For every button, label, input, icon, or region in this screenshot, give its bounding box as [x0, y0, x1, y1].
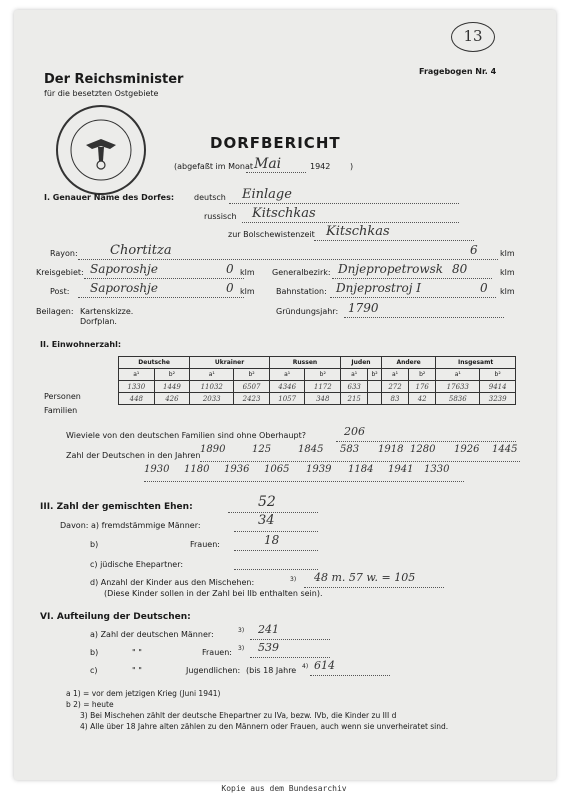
section6-a-value: 241: [258, 623, 279, 636]
gruendung-value: 1790: [348, 301, 379, 315]
table-cell: 1057: [269, 393, 305, 405]
genbez-label: Generalbezirk:: [272, 268, 331, 277]
group-header: Insgesamt: [436, 357, 516, 369]
bahn-value: Dnjeprostroj I: [336, 281, 422, 295]
year-value: 1280: [410, 444, 436, 455]
year-value: 1445: [492, 444, 518, 455]
year: 1936: [224, 464, 250, 475]
rayon-label: Rayon:: [50, 249, 78, 258]
row-label-personen: Personen: [44, 392, 81, 401]
footnote-3: 3) Bei Mischehen zählt der deutsche Ehepartner zu IVa, bezw. IVb, die Kinder zu III d: [80, 711, 397, 720]
table-cell: 83: [381, 393, 408, 405]
post-unit: klm: [240, 287, 255, 296]
table-cell: 215: [341, 393, 368, 405]
table-cell: 348: [305, 393, 341, 405]
sub-header: a¹: [436, 369, 480, 381]
year: 1926: [454, 444, 480, 455]
section6-c-sub: Jugendlichen:: [186, 666, 241, 675]
bahn-label: Bahnstation:: [276, 287, 327, 296]
section6-b-sup: 3): [238, 645, 245, 652]
post-distance: 0: [226, 281, 234, 295]
table-cell: 4346: [269, 381, 305, 393]
table-cell: 2423: [234, 393, 270, 405]
year-value: 1942: [310, 162, 331, 171]
year: 1918: [378, 444, 404, 455]
section3-b-sub: Frauen:: [190, 540, 220, 549]
section3-d-note: (Diese Kinder sollen in der Zahl bei IIb enthalten sein).: [104, 589, 323, 598]
group-header: Juden: [341, 357, 382, 369]
genbez-distance: 80: [452, 262, 468, 276]
table-cell: 633: [341, 381, 368, 393]
year-value: 1184: [348, 464, 374, 475]
document-title: DORFBERICHT: [210, 134, 341, 152]
year: 1939: [306, 464, 332, 475]
mixed-marriages-total: 52: [258, 494, 276, 510]
year-value: 583: [340, 444, 360, 455]
deutsch-label: deutsch: [194, 193, 226, 202]
rayon-distance: 6: [470, 243, 478, 257]
beilagen-item-2: Dorfplan.: [80, 317, 117, 326]
table-cell: 42: [409, 393, 436, 405]
genbez-unit: klm: [500, 268, 515, 277]
table-cell: 11032: [190, 381, 234, 393]
group-header: Russen: [269, 357, 340, 369]
section3-d-label: d) Anzahl der Kinder aus den Mischehen:: [90, 578, 255, 587]
genbez-value: Dnjepropetrowsk: [338, 262, 444, 276]
section6-c-dashes: " ": [132, 666, 142, 675]
section6-b-value: 539: [258, 641, 279, 654]
sub-header: b²: [368, 369, 382, 381]
table-cell: [368, 393, 382, 405]
russisch-label: russisch: [204, 212, 237, 221]
document-page: [14, 10, 556, 780]
footnote-1: a 1) = vor dem jetzigen Krieg (Juni 1941): [66, 689, 221, 698]
group-header: Deutsche: [119, 357, 190, 369]
section6-b-sub: Frauen:: [202, 648, 232, 657]
beilagen-item-1: Kartenskizze.: [80, 307, 134, 316]
kreis-label: Kreisgebiet:: [36, 268, 84, 277]
title-sub-suffix: ): [350, 162, 354, 171]
sub-header: a¹: [341, 369, 368, 381]
year-value: 1180: [184, 464, 210, 475]
year-value: 1330: [424, 464, 450, 475]
section6-heading: VI. Aufteilung der Deutschen:: [40, 612, 191, 622]
sub-header: a¹: [119, 369, 155, 381]
table-cell: 426: [154, 393, 190, 405]
year-value: 125: [252, 444, 272, 455]
population-table: [118, 356, 516, 405]
rayon-unit: klm: [500, 249, 515, 258]
issuer-subtitle: für die besetzten Ostgebiete: [44, 89, 159, 98]
footnote-2: b 2) = heute: [66, 700, 114, 709]
table-cell: 1449: [154, 381, 190, 393]
year-value: 1065: [264, 464, 290, 475]
bolsch-value: Kitschkas: [326, 224, 390, 239]
kreis-value: Saporoshje: [90, 262, 158, 276]
section6-c-label: c): [90, 666, 98, 675]
table-cell: 17633: [436, 381, 480, 393]
sub-header: a¹: [190, 369, 234, 381]
table-cell: 272: [381, 381, 408, 393]
kreis-distance: 0: [226, 262, 234, 276]
sub-header: b²: [409, 369, 436, 381]
section3-heading: III. Zahl der gemischten Ehen:: [40, 502, 193, 512]
footnote-4: 4) Alle über 18 Jahre alten zählen zu den Männern oder Frauen, auch wenn sie unverheiratet sind.: [80, 722, 449, 731]
table-cell: 5836: [436, 393, 480, 405]
month-value: Mai: [254, 156, 282, 172]
group-header: Ukrainer: [190, 357, 270, 369]
deutsch-value: Einlage: [242, 187, 292, 202]
form-number: Fragebogen Nr. 4: [419, 67, 497, 76]
bahn-distance: 0: [480, 281, 488, 295]
section1-heading: I. Genauer Name des Dorfes:: [44, 193, 175, 202]
sub-header: a¹: [269, 369, 305, 381]
table-cell: 176: [409, 381, 436, 393]
table-cell: 1172: [305, 381, 341, 393]
table-cell: 2033: [190, 393, 234, 405]
oberhaupt-answer: 206: [344, 425, 365, 438]
seal-graphic: [58, 107, 144, 193]
section6-c-value: 614: [314, 659, 335, 672]
issuer-title: Der Reichsminister: [44, 72, 184, 87]
page-mark: 13: [463, 27, 483, 45]
sub-header: b²: [480, 369, 516, 381]
year: 1890: [200, 444, 226, 455]
oberhaupt-question: Wieviele von den deutschen Familien sind ohne Oberhaupt?: [66, 431, 306, 440]
table-cell: 448: [119, 393, 155, 405]
section6-b-dashes: " ": [132, 648, 142, 657]
title-sub-prefix: (abgefaßt im Monat: [174, 162, 254, 171]
year: 1930: [144, 464, 170, 475]
section6-c-sup: 4): [302, 663, 309, 670]
section3-c-label: c) jüdische Ehepartner:: [90, 560, 184, 569]
table-cell: [368, 381, 382, 393]
post-value: Saporoshje: [90, 281, 158, 295]
section6-a-sup: 3): [238, 627, 245, 634]
post-label: Post:: [50, 287, 70, 296]
section3-b-label: b): [90, 540, 99, 549]
archive-footer: Kopie aus dem Bundesarchiv: [221, 784, 347, 793]
section2-heading: II. Einwohnerzahl:: [40, 340, 122, 349]
year: 1845: [298, 444, 324, 455]
table-cell: 3239: [480, 393, 516, 405]
sub-header: a¹: [381, 369, 408, 381]
table-cell: 9414: [480, 381, 516, 393]
russisch-value: Kitschkas: [252, 206, 316, 221]
section3-d-value: 48 m. 57 w. = 105: [314, 571, 416, 584]
section3-b-value: 18: [264, 533, 280, 547]
rayon-value: Chortitza: [110, 243, 172, 258]
sub-header: b²: [305, 369, 341, 381]
section3-d-sup: 3): [290, 576, 297, 583]
kreis-unit: klm: [240, 268, 255, 277]
section6-c-hint: (bis 18 Jahre: [246, 666, 297, 675]
table-cell: 1330: [119, 381, 155, 393]
gruendung-label: Gründungsjahr:: [276, 307, 339, 316]
sub-header: b²: [154, 369, 190, 381]
section6-a-label: a) Zahl der deutschen Männer:: [90, 630, 214, 639]
bolsch-label: zur Bolschewistenzeit: [228, 230, 315, 239]
zahl-jahren-label: Zahl der Deutschen in den Jahren: [66, 451, 201, 460]
sub-header: b²: [234, 369, 270, 381]
row-label-familien: Familien: [44, 406, 78, 415]
section6-b-label: b): [90, 648, 99, 657]
official-seal: [56, 105, 146, 195]
table-cell: 6507: [234, 381, 270, 393]
group-header: Andere: [381, 357, 435, 369]
section3-a-label: Davon: a) fremdstämmige Männer:: [60, 521, 201, 530]
year: 1941: [388, 464, 414, 475]
table-row-familien: [119, 393, 516, 405]
table-row-personen: [119, 381, 516, 393]
page-number-circle: [451, 22, 495, 52]
beilagen-label: Beilagen:: [36, 307, 74, 316]
section3-a-value: 34: [258, 513, 275, 528]
bahn-unit: klm: [500, 287, 515, 296]
